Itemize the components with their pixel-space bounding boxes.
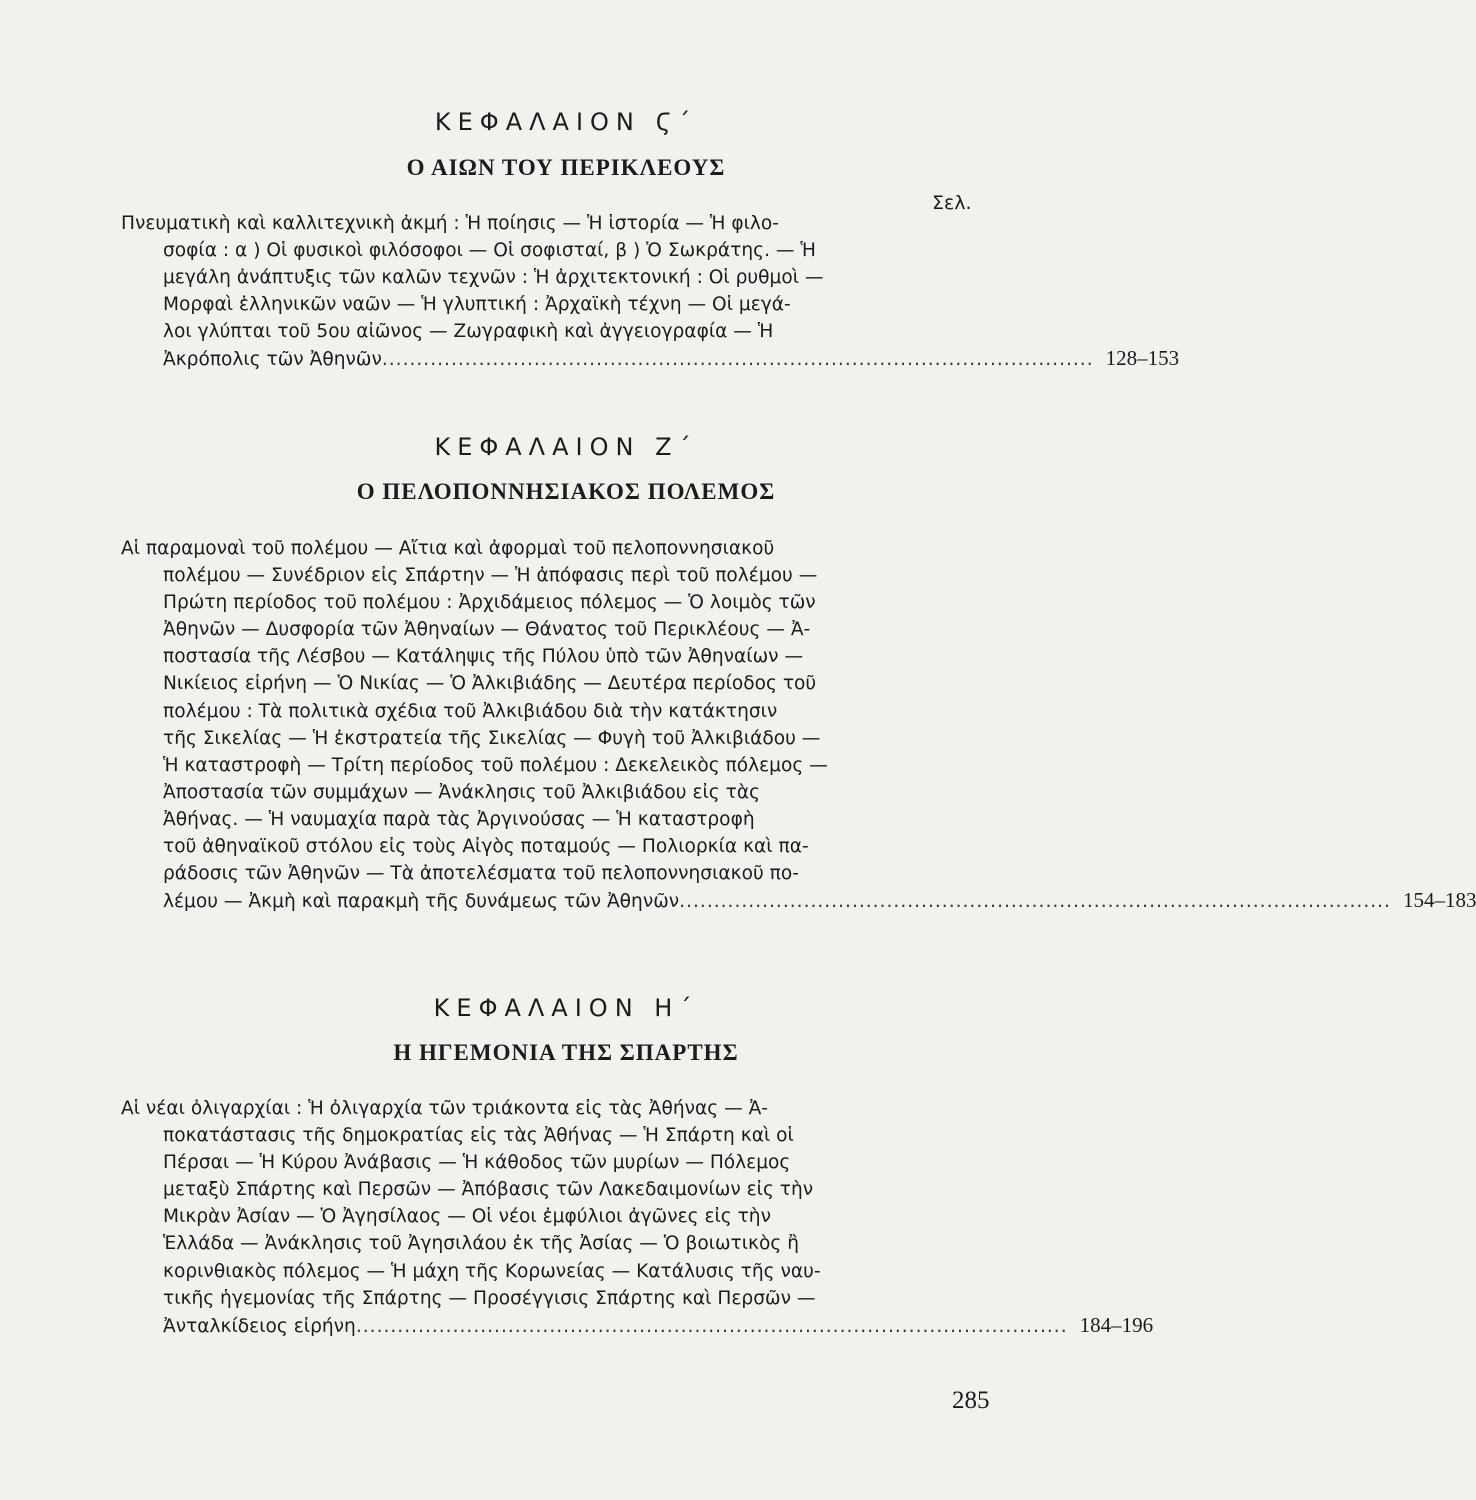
- chapter-label-7: ΚΕΦΑΛΑΙΟΝ Ζ΄: [434, 433, 698, 461]
- chapter-title-8: Η ΗΓΕΜΟΝΙΑ ΤΗΣ ΣΠΑΡΤΗΣ: [393, 1040, 739, 1065]
- chapter-title-7: Ο ΠΕΛΟΠΟΝΝΗΣΙΑΚΟΣ ΠΟΛΕΜΟΣ: [356, 479, 776, 504]
- entry-line: ράδοσις τῶν Ἀθηνῶν — Τὰ ἀποτελέσματα τοῦ πελοποννησιακοῦ πο-: [163, 863, 799, 885]
- dot-leader: .......................................................................................................: [679, 891, 1391, 913]
- entry-line: Μορφαὶ ἑλληνικῶν ναῶν — Ἡ γλυπτική : Ἀρχαϊκὴ τέχνη — Οἱ μεγά-: [163, 294, 791, 316]
- entry-line: πολέμου — Συνέδριον εἰς Σπάρτην — Ἡ ἀπόφασις περὶ τοῦ πολέμου —: [163, 565, 818, 587]
- entry-last-line: [121, 887, 1476, 914]
- entry-line: Πρώτη περίοδος τοῦ πολέμου : Ἀρχιδάμειος πόλεμος — Ὁ λοιμὸς τῶν: [163, 592, 816, 614]
- entry-line: μεγάλη ἀνάπτυξις τῶν καλῶν τεχνῶν : Ἡ ἀρχιτεκτονική : Οἱ ρυθμοὶ —: [163, 267, 824, 289]
- page-range: 184–196: [1079, 1312, 1154, 1337]
- entry-line: τικῆς ἡγεμονίας τῆς Σπάρτης — Προσέγγισις Σπάρτης καὶ Περσῶν —: [163, 1287, 816, 1309]
- entry-line: Πέρσαι — Ἡ Κύρου Ἀνάβασις — Ἡ κάθοδος τῶν μυρίων — Πόλεμος: [163, 1152, 791, 1174]
- chapter-title-6: Ο ΑΙΩΝ ΤΟΥ ΠΕΡΙΚΛΕΟΥΣ: [406, 155, 726, 180]
- entry-line: ποστασία τῆς Λέσβου — Κατάληψις τῆς Πύλου ὑπὸ τῶν Ἀθηναίων —: [163, 646, 804, 668]
- entry-line: Ἀθηνῶν — Δυσφορία τῶν Ἀθηναίων — Θάνατος τοῦ Περικλέους — Ἀ-: [163, 619, 811, 641]
- toc-entry-8: [121, 1095, 1154, 1339]
- toc-entry-6: [121, 210, 1180, 373]
- entry-line: τῆς Σικελίας — Ἡ ἐκστρατεία τῆς Σικελίας — Φυγὴ τοῦ Ἀλκιβιάδου —: [163, 727, 821, 749]
- entry-line: κορινθιακὸς πόλεμος — Ἡ μάχη τῆς Κορωνείας — Κατάλυσις τῆς ναυ-: [163, 1260, 821, 1282]
- entry-line: Ἀκρόπολις τῶν Ἀθηνῶν: [163, 349, 382, 371]
- entry-line: Αἱ παραμοναὶ τοῦ πολέμου — Αἴτια καὶ ἀφορμαὶ τοῦ πελοποννησιακοῦ: [121, 538, 775, 559]
- toc-entry-7: [121, 535, 1476, 914]
- entry-line: Ἀποστασία τῶν συμμάχων — Ἀνάκλησις τοῦ Ἀλκιβιάδου εἰς τὰς: [163, 781, 760, 803]
- page-range: 154–183: [1402, 888, 1476, 913]
- entry-line: Αἱ νέαι ὀλιγαρχίαι : Ἡ ὀλιγαρχία τῶν τριάκοντα εἰς τὰς Ἀθήνας — Ἀ-: [121, 1098, 769, 1119]
- dot-leader: .......................................................................................................: [381, 349, 1094, 371]
- page-range: 128–153: [1105, 346, 1180, 371]
- entry-line: Ἡ καταστροφὴ — Τρίτη περίοδος τοῦ πολέμου : Δεκελεικὸς πόλεμος —: [163, 754, 828, 776]
- entry-line: τοῦ ἀθηναϊκοῦ στόλου εἰς τοὺς Αἰγὸς ποταμούς — Πολιορκία καὶ πα-: [163, 836, 809, 858]
- entry-line: Ἀνταλκίδειος εἰρήνη: [163, 1315, 356, 1337]
- entry-line: λοι γλύπται τοῦ 5ου αἰῶνος — Ζωγραφικὴ καὶ ἀγγειογραφία — Ἡ: [163, 321, 774, 343]
- page-column-label: Σελ.: [932, 192, 972, 214]
- entry-line: Ἀθήνας. — Ἡ ναυμαχία παρὰ τὰς Ἀργινούσας — Ἡ καταστροφὴ: [163, 808, 755, 830]
- entry-line: μεταξὺ Σπάρτης καὶ Περσῶν — Ἀπόβασις τῶν Λακεδαιμονίων εἰς τὴν: [163, 1179, 814, 1201]
- entry-line: ποκατάστασις τῆς δημοκρατίας εἰς τὰς Ἀθήνας — Ἡ Σπάρτη καὶ οἱ: [163, 1125, 794, 1147]
- dot-leader: .......................................................................................................: [355, 1315, 1068, 1337]
- chapter-label-6: ΚΕΦΑΛΑΙΟΝ Ϛ΄: [434, 108, 698, 136]
- page-number: 285: [952, 1387, 990, 1414]
- entry-line: σοφία : α ) Οἱ φυσικοὶ φιλόσοφοι — Οἱ σοφισταί, β ) Ὁ Σωκράτης. — Ἡ: [163, 240, 816, 262]
- entry-line: Πνευματικὴ καὶ καλλιτεχνικὴ ἀκμή : Ἡ ποίησις — Ἡ ἱστορία — Ἡ φιλο-: [121, 213, 780, 234]
- entry-line: Νικίειος εἰρήνη — Ὁ Νικίας — Ὁ Ἀλκιβιάδης — Δευτέρα περίοδος τοῦ: [163, 673, 817, 695]
- chapter-label-8: ΚΕΦΑΛΑΙΟΝ Η΄: [433, 994, 699, 1022]
- entry-line: Μικρὰν Ἀσίαν — Ὁ Ἀγησίλαος — Οἱ νέοι ἐμφύλιοι ἀγῶνες εἰς τὴν: [163, 1206, 771, 1228]
- entry-line: λέμου — Ἀκμὴ καὶ παρακμὴ τῆς δυνάμεως τῶν Ἀθηνῶν: [163, 891, 680, 913]
- entry-line: Ἑλλάδα — Ἀνάκλησις τοῦ Ἀγησιλάου ἐκ τῆς Ἀσίας — Ὁ βοιωτικὸς ἢ: [163, 1233, 799, 1255]
- entry-line: πολέμου : Τὰ πολιτικὰ σχέδια τοῦ Ἀλκιβιάδου διὰ τὴν κατάκτησιν: [163, 700, 778, 722]
- entry-last-line: [121, 1312, 1154, 1339]
- entry-last-line: [121, 345, 1180, 372]
